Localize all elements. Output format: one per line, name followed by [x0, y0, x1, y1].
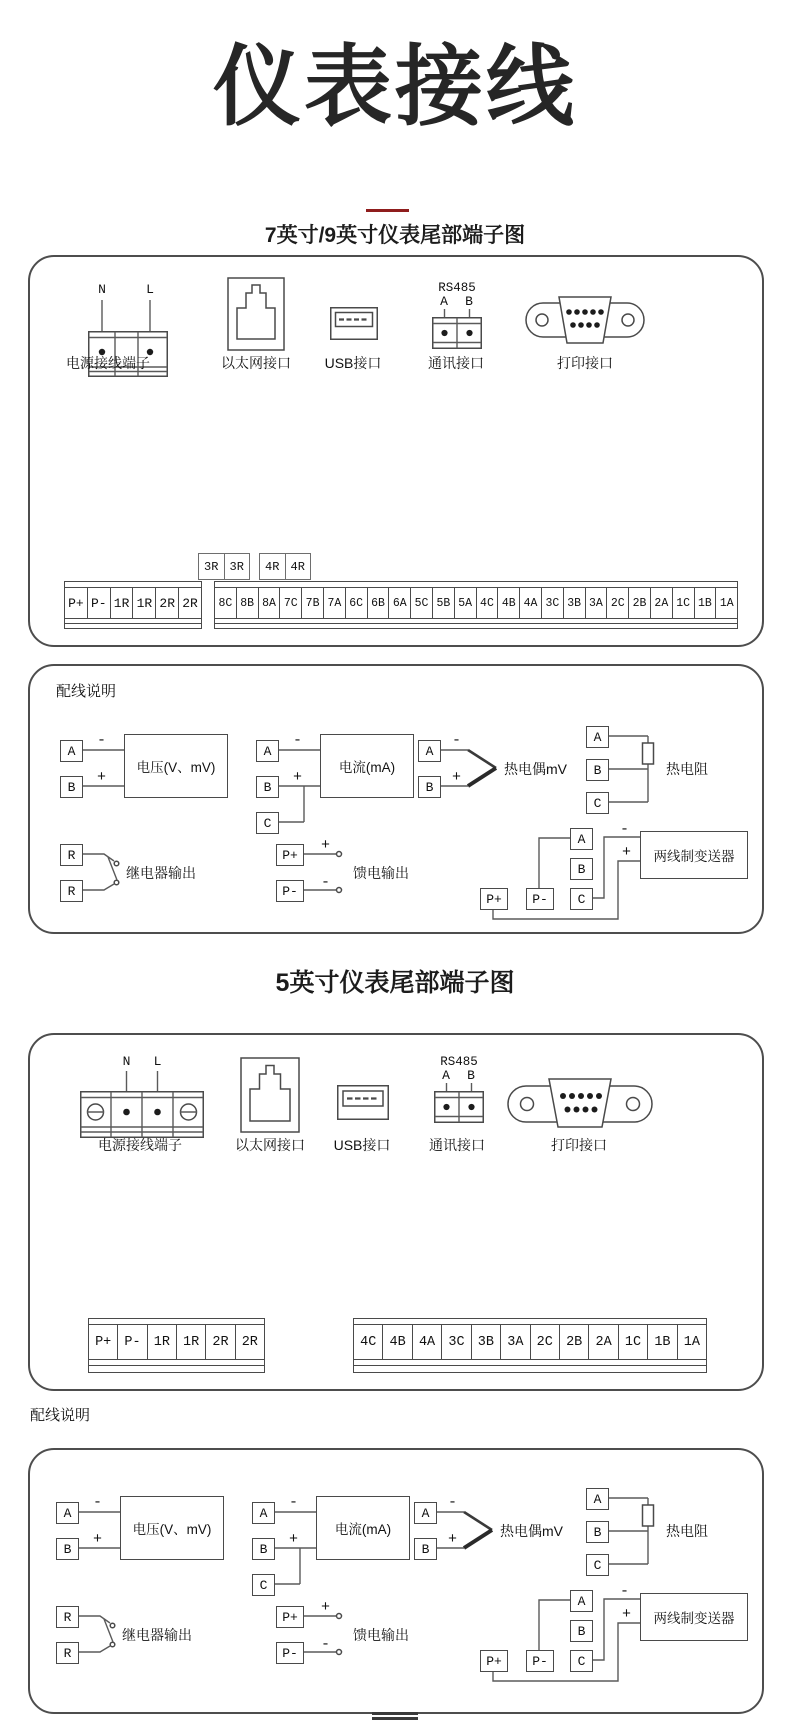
rs485-a-label: A: [440, 294, 448, 309]
power-terminal-icon: [80, 1071, 204, 1141]
terminal-cell: P-: [87, 588, 110, 618]
pin-a: A: [586, 1488, 609, 1510]
ethernet-caption: 以太网接口: [235, 1137, 305, 1153]
rs485-terminal-icon: [434, 1083, 484, 1123]
pin-b: B: [252, 1538, 275, 1560]
terminal-cell: 4R: [285, 554, 311, 579]
db9-icon: [525, 295, 645, 345]
strip-cells: [354, 1325, 706, 1359]
terminal-cell: 6C: [345, 588, 367, 618]
rtd-label: 热电阻: [666, 1523, 708, 1539]
terminal-cell: 3B: [563, 588, 585, 618]
pin-p-minus: P-: [526, 888, 554, 910]
relay-label: 继电器输出: [122, 1627, 192, 1643]
terminal-cell: 4A: [412, 1325, 441, 1359]
terminal-cell: 1R: [147, 1325, 176, 1359]
transmitter-diagram: [462, 1583, 752, 1690]
ethernet-connector: [227, 277, 285, 351]
strip-band: [215, 618, 737, 628]
pin-b: B: [418, 776, 441, 798]
usb-connector: [337, 1085, 389, 1120]
plus-sign: +: [452, 769, 462, 786]
terminal-cell: 1C: [618, 1325, 647, 1359]
terminal-cell: 1C: [672, 588, 694, 618]
ethernet-connector: [240, 1057, 300, 1133]
thermocouple-diagram: [418, 732, 584, 802]
terminal-strip-3r: [198, 553, 250, 580]
section-7-9-heading: 7英寸/9英寸仪表尾部端子图: [264, 224, 526, 247]
live-label: L: [146, 282, 154, 297]
pin-b: B: [570, 1620, 593, 1642]
terminal-cell: 1A: [677, 1325, 706, 1359]
thermocouple-label: 热电偶mV: [500, 1523, 563, 1539]
pin-c: C: [586, 1554, 609, 1576]
current-input-diagram: [256, 732, 426, 834]
pin-b: B: [414, 1538, 437, 1560]
pin-a: A: [418, 740, 441, 762]
voltage-input-diagram: [60, 732, 230, 802]
feed-output-diagram: [276, 837, 456, 902]
strip-band: [65, 618, 201, 628]
plus-sign: +: [321, 1599, 331, 1616]
minus-sign: -: [321, 1636, 331, 1653]
current-box: 电流(mA): [316, 1496, 410, 1560]
terminal-cell: 5C: [410, 588, 432, 618]
comm-caption: 通讯接口: [428, 355, 484, 371]
terminal-cell: 3A: [585, 588, 607, 618]
terminal-cell: 3C: [441, 1325, 470, 1359]
pin-c: C: [570, 1650, 593, 1672]
terminal-cell: 3A: [500, 1325, 529, 1359]
rs485-label: RS485: [440, 1055, 478, 1069]
terminal-cell: 2R: [205, 1325, 234, 1359]
voltage-box: 电压(V、mV): [124, 734, 228, 798]
relay-output-diagram: [56, 1606, 236, 1664]
minus-sign: -: [97, 732, 107, 749]
pin-c: C: [570, 888, 593, 910]
terminal-strip-left-7: [64, 581, 202, 629]
terminal-cell: 2A: [588, 1325, 617, 1359]
rtd-label: 热电阻: [666, 761, 708, 777]
minus-sign: -: [289, 1494, 299, 1511]
minus-sign: -: [620, 821, 630, 838]
pin-b: B: [56, 1538, 79, 1560]
strip-cells: [215, 588, 737, 618]
pin-r2: R: [60, 880, 83, 902]
neutral-label: N: [98, 282, 106, 297]
red-divider: [366, 209, 409, 212]
thermocouple-label: 热电偶mV: [504, 761, 567, 777]
terminal-cell: 2B: [559, 1325, 588, 1359]
terminal-cell: 5B: [432, 588, 454, 618]
rtd-diagram: [586, 1488, 746, 1584]
pin-a: A: [256, 740, 279, 762]
feed-output-diagram: [276, 1599, 456, 1664]
next-section-fragment: [372, 1712, 418, 1722]
panel-7-9-connectors: [28, 255, 764, 647]
rs485-a-label: A: [442, 1068, 450, 1083]
pin-c: C: [256, 812, 279, 834]
pin-a: A: [56, 1502, 79, 1524]
plus-sign: +: [97, 769, 107, 786]
pin-p-minus: P-: [276, 880, 304, 902]
pin-a: A: [60, 740, 83, 762]
pin-b: B: [256, 776, 279, 798]
print-caption: 打印接口: [551, 1137, 607, 1153]
comm-caption: 通讯接口: [429, 1137, 485, 1153]
strip-cells: [65, 588, 201, 618]
terminal-cell: 3R: [224, 554, 250, 579]
terminal-cell: 4C: [476, 588, 498, 618]
terminal-cell: 3C: [541, 588, 563, 618]
print-port-connector: [507, 1077, 653, 1129]
pin-a: A: [570, 1590, 593, 1612]
usb-caption: USB接口: [333, 1137, 391, 1153]
pin-p-plus: P+: [480, 888, 508, 910]
neutral-label: N: [122, 1054, 131, 1069]
ethernet-icon: [227, 277, 285, 351]
pin-c: C: [586, 792, 609, 814]
rs485-b-label: B: [465, 294, 473, 309]
terminal-cell: 4C: [360, 1334, 377, 1350]
minus-sign: -: [448, 1494, 458, 1511]
terminal-cell: P+: [95, 1334, 112, 1350]
voltage-input-diagram: [56, 1494, 226, 1564]
rs485-label: RS485: [438, 281, 476, 295]
relay-label: 继电器输出: [126, 865, 196, 881]
terminal-cell: 1A: [715, 588, 737, 618]
terminal-cell: 7B: [301, 588, 323, 618]
terminal-cell: 2B: [628, 588, 650, 618]
ethernet-icon: [240, 1057, 300, 1133]
feed-label: 馈电输出: [353, 865, 409, 881]
terminal-cell: P+: [68, 595, 84, 611]
terminal-cell: 3B: [471, 1325, 500, 1359]
terminal-cell: 1R: [176, 1325, 205, 1359]
pin-a: A: [252, 1502, 275, 1524]
pin-b: B: [586, 759, 609, 781]
pin-b: B: [586, 1521, 609, 1543]
terminal-cell: 1B: [647, 1325, 676, 1359]
pin-p-minus: P-: [276, 1642, 304, 1664]
pin-p-minus: P-: [526, 1650, 554, 1672]
plus-sign: +: [622, 844, 632, 861]
live-label: L: [153, 1054, 162, 1069]
print-port-connector: [525, 295, 645, 345]
wiring-title: 配线说明: [56, 683, 117, 700]
pin-b: B: [60, 776, 83, 798]
pin-c: C: [252, 1574, 275, 1596]
strip-band: [89, 1359, 264, 1372]
terminal-cell: 4B: [497, 588, 519, 618]
fragment-bar: [372, 1712, 418, 1715]
terminal-cell: 2C: [606, 588, 628, 618]
rs485-b-label: B: [467, 1068, 475, 1083]
pin-r1: R: [60, 844, 83, 866]
plus-sign: +: [289, 1531, 299, 1548]
pin-r2: R: [56, 1642, 79, 1664]
transmitter-box: 两线制变送器: [640, 831, 748, 879]
terminal-cell: 8A: [258, 588, 280, 618]
terminal-strip-right-7: [214, 581, 738, 629]
terminal-cell: 4A: [519, 588, 541, 618]
panel-5-connectors: [28, 1033, 764, 1391]
plus-sign: +: [321, 837, 331, 854]
terminal-cell: 7A: [323, 588, 345, 618]
panel-7-9-wiring: [28, 664, 764, 934]
terminal-strip-right-5: [353, 1318, 707, 1373]
terminal-cell: 8C: [218, 596, 233, 610]
minus-sign: -: [620, 1583, 630, 1600]
wiring-title: 配线说明: [30, 1407, 91, 1424]
thermocouple-diagram: [414, 1494, 580, 1564]
fragment-bar: [372, 1717, 418, 1720]
plus-sign: +: [448, 1531, 458, 1548]
terminal-strip-left-5: [88, 1318, 265, 1373]
transmitter-box: 两线制变送器: [640, 1593, 748, 1641]
terminal-strip-4r: [259, 553, 311, 580]
pin-r1: R: [56, 1606, 79, 1628]
pin-b: B: [570, 858, 593, 880]
pin-p-plus: P+: [276, 844, 304, 866]
plus-sign: +: [293, 769, 303, 786]
usb-icon: [330, 307, 378, 340]
strip-band: [354, 1359, 706, 1372]
db9-icon: [507, 1077, 653, 1129]
minus-sign: -: [452, 732, 462, 749]
pin-p-plus: P+: [480, 1650, 508, 1672]
terminal-cell: 4R: [265, 559, 280, 574]
terminal-cell: 1R: [132, 588, 155, 618]
terminal-cell: P-: [117, 1325, 146, 1359]
pin-p-plus: P+: [276, 1606, 304, 1628]
usb-icon: [337, 1085, 389, 1120]
terminal-cell: 8B: [236, 588, 258, 618]
page-title: 仪表接线: [212, 37, 577, 136]
print-caption: 打印接口: [557, 355, 613, 371]
terminal-cell: 6B: [367, 588, 389, 618]
power-caption: 电源接线端子: [98, 1137, 182, 1153]
terminal-cell: 2R: [155, 588, 178, 618]
terminal-cell: 2C: [530, 1325, 559, 1359]
ethernet-caption: 以太网接口: [221, 355, 291, 371]
pin-a: A: [570, 828, 593, 850]
minus-sign: -: [293, 732, 303, 749]
terminal-cell: 3R: [204, 559, 219, 574]
rs485-terminal-icon: [432, 309, 482, 349]
section-5-heading: 5英寸仪表尾部端子图: [275, 969, 515, 997]
current-input-diagram: [252, 1494, 422, 1596]
terminal-cell: 2R: [235, 1325, 264, 1359]
terminal-cell: 2R: [178, 588, 201, 618]
strip-cells: [89, 1325, 264, 1359]
power-caption: 电源接线端子: [66, 355, 150, 371]
rtd-diagram: [586, 726, 746, 822]
terminal-cell: 5A: [454, 588, 476, 618]
feed-label: 馈电输出: [353, 1627, 409, 1643]
plus-sign: +: [93, 1531, 103, 1548]
usb-connector: [330, 307, 378, 340]
minus-sign: -: [321, 874, 331, 891]
current-box: 电流(mA): [320, 734, 414, 798]
transmitter-diagram: [462, 821, 752, 928]
panel-5-wiring: [28, 1448, 764, 1714]
voltage-box: 电压(V、mV): [120, 1496, 224, 1560]
terminal-cell: 2A: [650, 588, 672, 618]
relay-output-diagram: [60, 844, 240, 902]
terminal-cell: 1B: [694, 588, 716, 618]
terminal-cell: 1R: [110, 588, 133, 618]
terminal-cell: 4B: [382, 1325, 411, 1359]
pin-a: A: [586, 726, 609, 748]
plus-sign: +: [622, 1606, 632, 1623]
terminal-cell: 7C: [279, 588, 301, 618]
usb-caption: USB接口: [324, 355, 382, 371]
pin-a: A: [414, 1502, 437, 1524]
minus-sign: -: [93, 1494, 103, 1511]
terminal-cell: 6A: [388, 588, 410, 618]
